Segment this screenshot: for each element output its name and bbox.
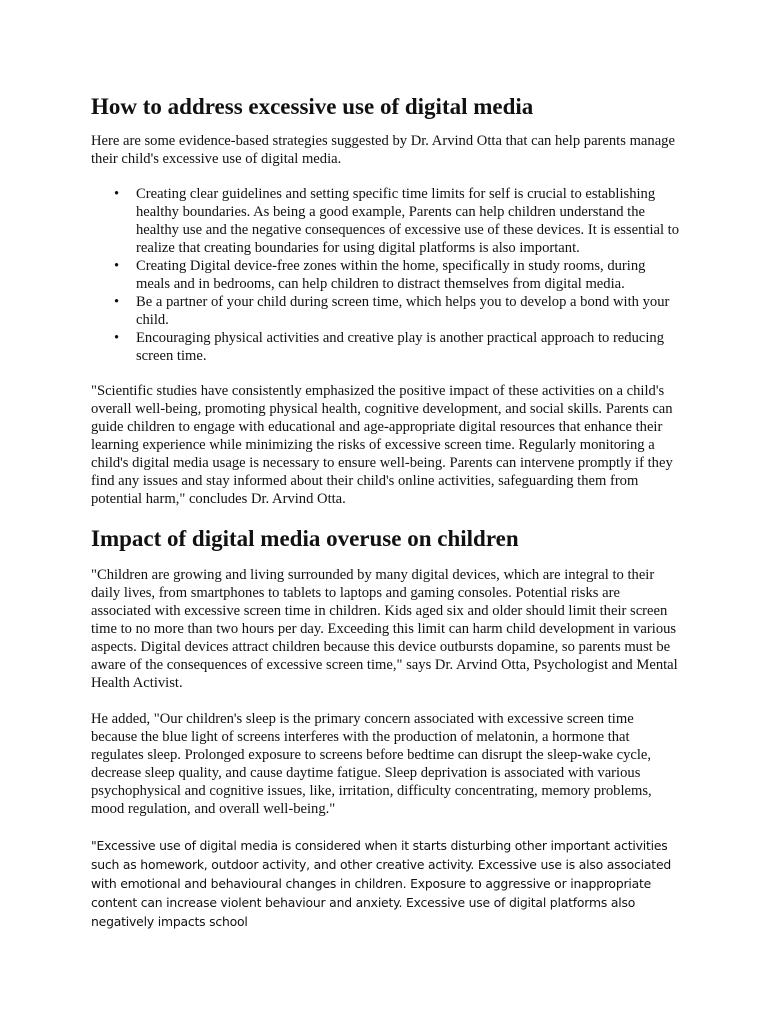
document-page bbox=[91, 0, 681, 931]
list-item bbox=[114, 257, 681, 293]
list-item-text: Creating clear guidelines and setting specific time limits for self is crucial to establishing healthy boundaries. As being a good example, Parents can help children understand the healthy use and the negative consequences of excessive use of these devices. It is essential to realize that creating boundaries for using digital platforms is also important. bbox=[136, 186, 680, 256]
bullet-icon: • bbox=[114, 294, 120, 310]
bullet-icon: • bbox=[114, 186, 120, 202]
intro-paragraph: Here are some evidence-based strategies suggested by Dr. Arvind Otta that can help parents manage their child's excessive use of digital media. bbox=[91, 133, 675, 167]
quote-paragraph: "Scientific studies have consistently emphasized the positive impact of these activities on a child's overall well-being, promoting physical health, cognitive development, and social skills. Parents can guide children to engage with educational and age-appropriate digital resources that enhance their learning experience while minimizing the risks of excessive screen time. Regularly monitoring a child's digital media usage is necessary to ensure well-being. Parents can intervene promptly if they find any issues and stay informed about their child's online activities, safeguarding them from potential harm," concludes Dr. Arvind Otta. bbox=[91, 383, 673, 507]
list-item bbox=[114, 329, 681, 365]
section-heading-impact: Impact of digital media overuse on children bbox=[91, 526, 519, 551]
list-item-text: Creating Digital device-free zones within the home, specifically in study rooms, during meals and in bedrooms, can help children to distract themselves from digital media. bbox=[136, 258, 646, 292]
impact-paragraph-2: He added, "Our children's sleep is the primary concern associated with excessive screen time because the blue light of screens interferes with the production of melatonin, a hormone that regulates sleep. Prolonged exposure to screens before bedtime can disrupt the sleep-wake cycle, decrease sleep quality, and cause daytime fatigue. Sleep deprivation is associated with various psychophysical and cognitive issues, like, irritation, difficulty concentrating, memory problems, mood regulation, and overall well-being." bbox=[91, 711, 652, 817]
impact-paragraph-1: "Children are growing and living surrounded by many digital devices, which are integral to their daily lives, from smartphones to tablets to laptops and gaming consoles. Potential risks are associated with excessive screen time in children. Kids aged six and older should limit their screen time to no more than two hours per day. Exceeding this limit can harm child development in various aspects. Digital devices attract children because this device outbursts dopamine, so parents must be aware of the consequences of excessive screen time," says Dr. Arvind Otta, Psychologist and Mental Health Activist. bbox=[91, 567, 678, 691]
list-item bbox=[114, 293, 681, 329]
list-item bbox=[114, 185, 681, 257]
list-item-text: Be a partner of your child during screen time, which helps you to develop a bond with your child. bbox=[136, 294, 670, 328]
strategies-list bbox=[91, 185, 681, 365]
impact-paragraph-3: "Excessive use of digital media is considered when it starts disturbing other important activities such as homework, outdoor activity, and other creative activity. Excessive use is also associated with emotional and behavioural changes in children. Exposure to aggressive or inappropriate content can increase violent behaviour and anxiety. Excessive use of digital platforms also negatively impacts school bbox=[91, 838, 672, 929]
bullet-icon: • bbox=[114, 330, 120, 346]
bullet-icon: • bbox=[114, 258, 120, 274]
section-heading-address-digital-media: How to address excessive use of digital media bbox=[91, 94, 534, 119]
list-item-text: Encouraging physical activities and creative play is another practical approach to reducing screen time. bbox=[136, 330, 664, 364]
